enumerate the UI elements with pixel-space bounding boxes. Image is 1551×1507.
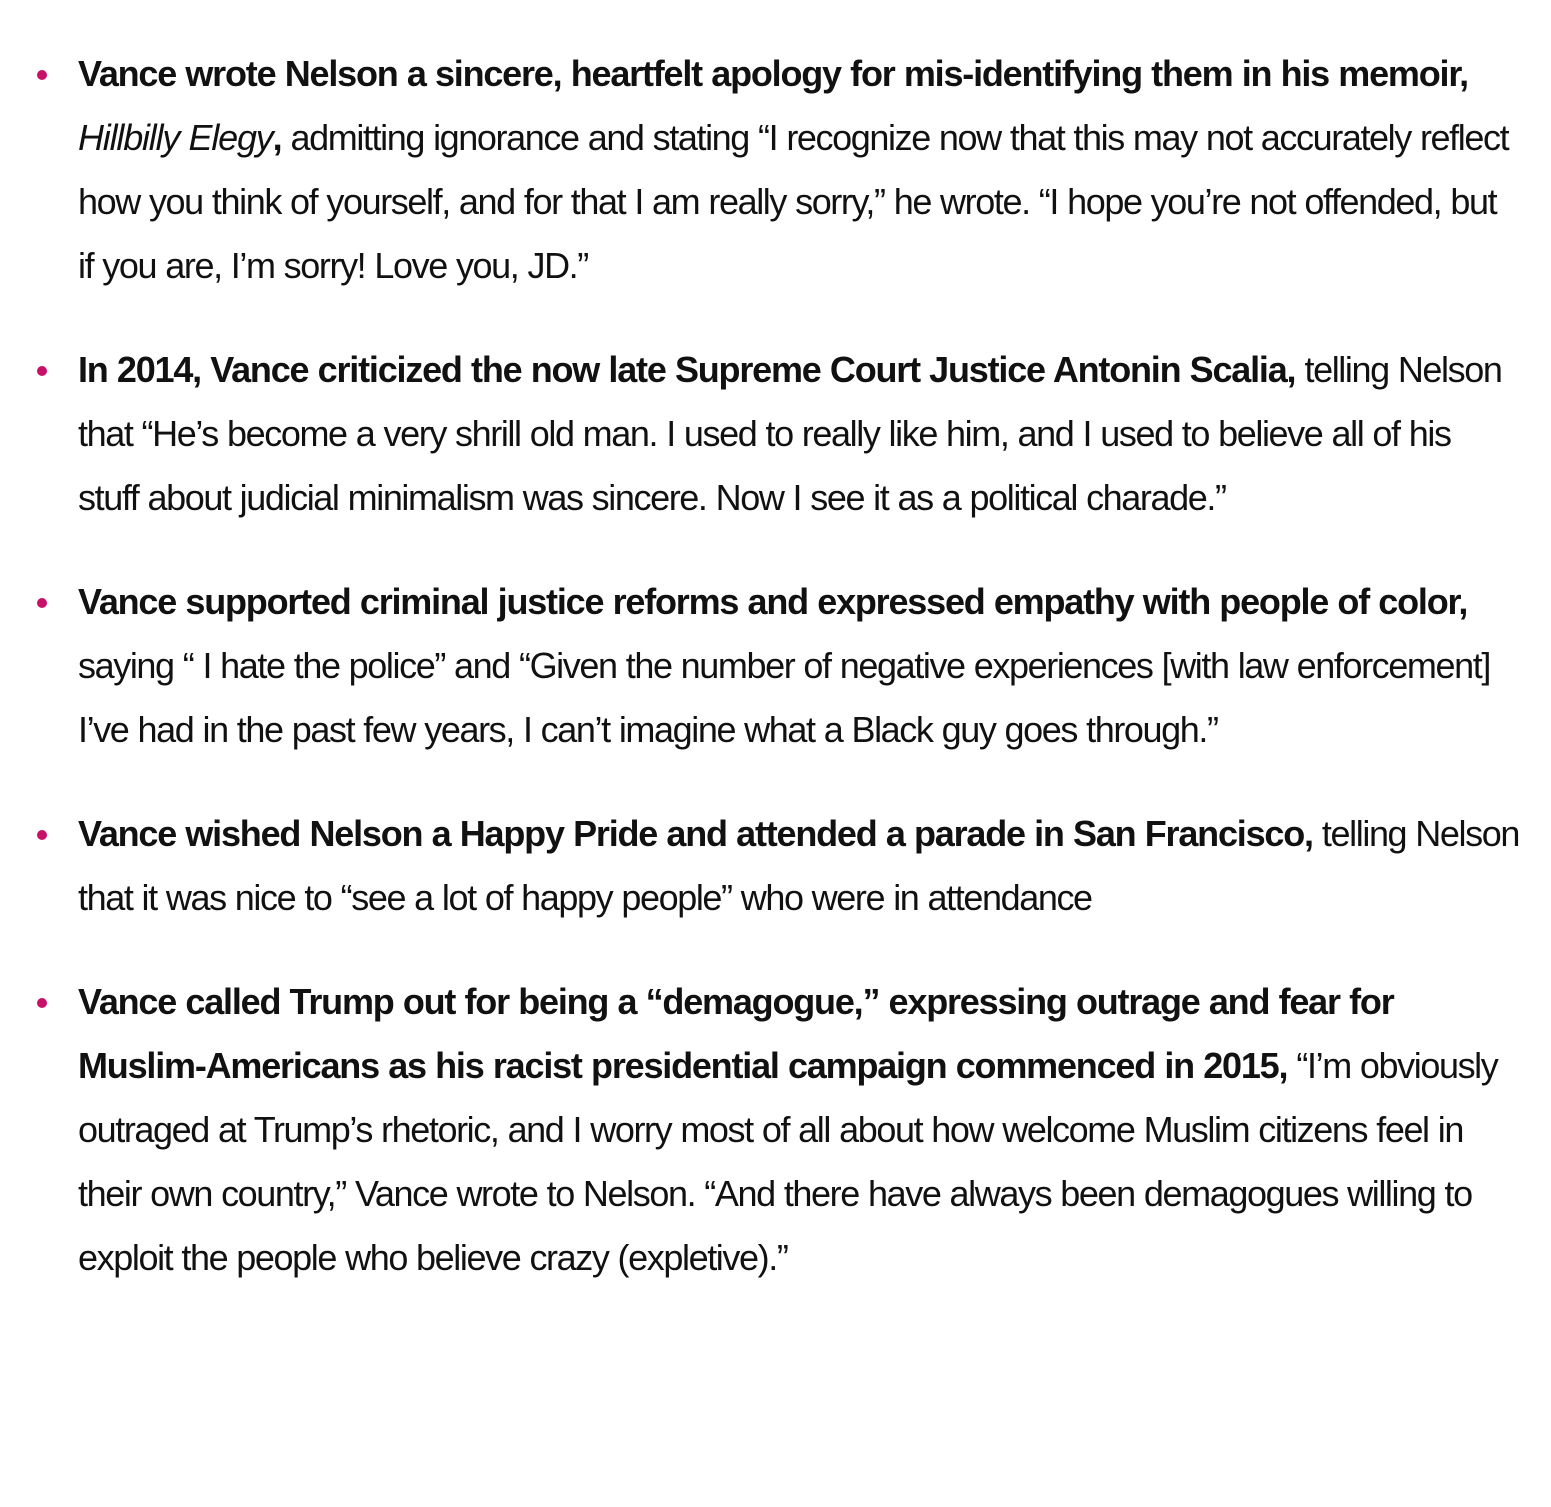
bullet-list	[0, 42, 1551, 1330]
item-lead-punct: ,	[272, 117, 282, 158]
bullet-icon	[37, 830, 47, 840]
book-title: Hillbilly Elegy	[78, 117, 273, 158]
list-item-trump	[0, 970, 1551, 1290]
list-item-justice-reform	[0, 570, 1551, 762]
item-lead-text: Vance wrote Nelson a sincere, heartfelt apology for mis-identifying them in his memoir,	[78, 53, 1468, 94]
item-lead: Vance supported criminal justice reforms and expressed empathy with people of color,	[78, 581, 1468, 622]
list-item-apology	[0, 42, 1551, 298]
bullet-icon	[37, 598, 47, 608]
item-lead: In 2014, Vance criticized the now late Supreme Court Justice Antonin Scalia,	[78, 349, 1296, 390]
list-item-scalia	[0, 338, 1551, 530]
item-body: admitting ignorance and stating “I recognize now that this may not accurately reflect how you think of yourself, and for that I am really sorry,” he wrote. “I hope you’re not offended, but if you are, I’m sorry! Love you, JD.”	[78, 117, 1509, 286]
bullet-icon	[37, 366, 47, 376]
item-body: “I’m obviously outraged at Trump’s rhetoric, and I worry most of all about how welcome Muslim citizens feel in their own country,” Vance wrote to Nelson. “And there have always been demagogues willing to exploit the people who believe crazy (expletive).”	[78, 1045, 1498, 1278]
item-body: saying “ I hate the police” and “Given the number of negative experiences [with law enforcement] I’ve had in the past few years, I can’t imagine what a Black guy goes through.”	[78, 645, 1490, 750]
item-body: telling Nelson that it was nice to “see a lot of happy people” who were in attendance	[78, 813, 1519, 918]
list-item-pride	[0, 802, 1551, 930]
item-body: telling Nelson that “He’s become a very shrill old man. I used to really like him, and I used to believe all of his stuff about judicial minimalism was sincere. Now I see it as a political charade.”	[78, 349, 1502, 518]
item-lead: Vance called Trump out for being a “demagogue,” expressing outrage and fear for Muslim-Americans as his racist presidential campaign commenced in 2015,	[78, 981, 1394, 1086]
bullet-icon	[37, 70, 47, 80]
bullet-icon	[37, 998, 47, 1008]
item-lead: Vance wished Nelson a Happy Pride and attended a parade in San Francisco,	[78, 813, 1313, 854]
